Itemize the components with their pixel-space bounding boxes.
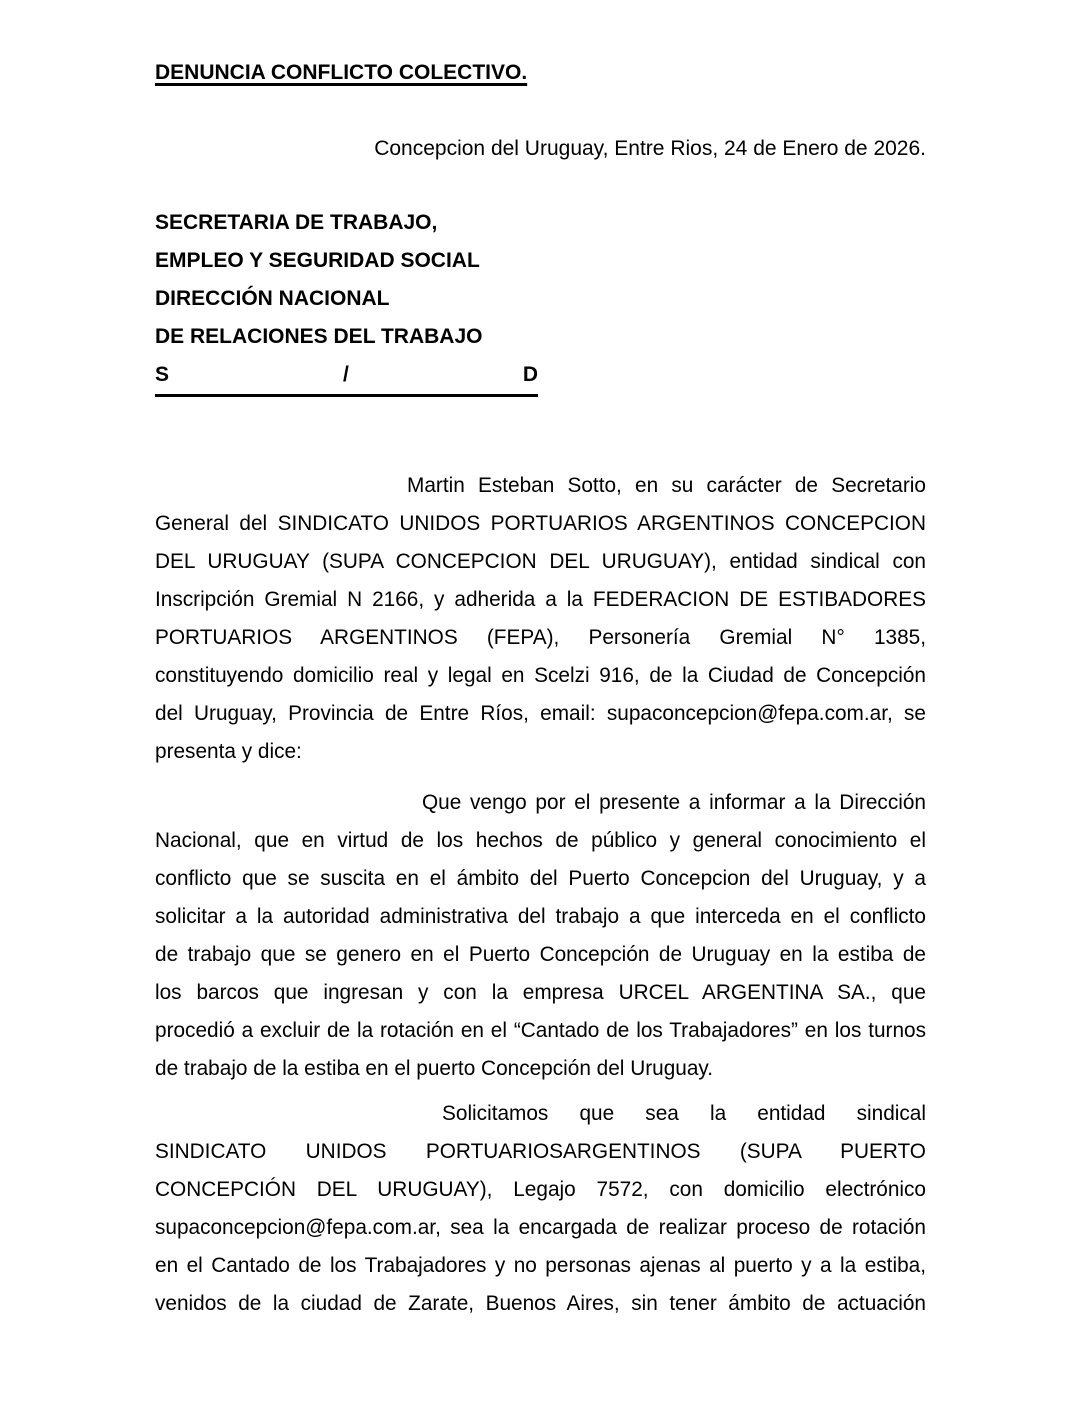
paragraph-line: DEL URUGUAY (SUPA CONCEPCION DEL URUGUAY), entidad sindical con (155, 550, 926, 573)
paragraph-line: Inscripción Gremial N 2166, y adherida a la FEDERACION DE ESTIBADORES (155, 588, 926, 611)
paragraph-line: constituyendo domicilio real y legal en Scelzi 916, de la Ciudad de Concepción (155, 664, 926, 687)
paragraph-conflict-report (155, 784, 926, 1088)
paragraph-line: los barcos que ingresan y con la empresa URCEL ARGENTINA SA., que (155, 981, 926, 1004)
paragraph-line: presenta y dice: (155, 740, 302, 763)
paragraph-line: de trabajo que se genero en el Puerto Concepción de Uruguay en la estiba de (155, 943, 926, 966)
recipient-line: DIRECCIÓN NACIONAL (155, 287, 390, 310)
salutation-separator: / (343, 363, 349, 386)
paragraph-line: supaconcepcion@fepa.com.ar, sea la encargada de realizar proceso de rotación (155, 1216, 926, 1239)
paragraph-line: CONCEPCIÓN DEL URUGUAY), Legajo 7572, con domicilio electrónico (155, 1178, 926, 1201)
paragraph-line: Nacional, que en virtud de los hechos de público y general conocimiento el (155, 829, 926, 852)
paragraph-line: procedió a excluir de la rotación en el “Cantado de los Trabajadores” en los turnos (155, 1019, 926, 1042)
paragraph-presentation (155, 467, 926, 771)
paragraph-line: Martin Esteban Sotto, en su carácter de Secretario (407, 474, 926, 497)
paragraph-line: en el Cantado de los Trabajadores y no personas ajenas al puerto y a la estiba, (155, 1254, 926, 1277)
paragraph-line: solicitar a la autoridad administrativa del trabajo a que interceda en el conflicto (155, 905, 926, 928)
salutation-recipient-initial: D (522, 363, 538, 386)
paragraph-request (155, 1095, 926, 1323)
paragraph-line: del Uruguay, Provincia de Entre Ríos, email: supaconcepcion@fepa.com.ar, se (155, 702, 926, 725)
recipient-line: SECRETARIA DE TRABAJO, (155, 211, 438, 234)
paragraph-line: conflicto que se suscita en el ámbito del Puerto Concepcion del Uruguay, y a (155, 867, 926, 890)
dateline: Concepcion del Uruguay, Entre Rios, 24 de Enero de 2026. (374, 137, 926, 160)
paragraph-line: SINDICATO UNIDOS PORTUARIOSARGENTINOS (SUPA PUERTO (155, 1140, 926, 1163)
paragraph-line: de trabajo de la estiba en el puerto Concepción del Uruguay. (155, 1057, 714, 1080)
paragraph-line: General del SINDICATO UNIDOS PORTUARIOS ARGENTINOS CONCEPCION (155, 512, 926, 535)
recipient-line: EMPLEO Y SEGURIDAD SOCIAL (155, 249, 480, 272)
salutation-line (155, 356, 538, 397)
recipient-line: DE RELACIONES DEL TRABAJO (155, 325, 483, 348)
paragraph-line: venidos de la ciudad de Zarate, Buenos Aires, sin tener ámbito de actuación (155, 1292, 926, 1315)
paragraph-line: PORTUARIOS ARGENTINOS (FEPA), Personería Gremial N° 1385, (155, 626, 926, 649)
document-title: DENUNCIA CONFLICTO COLECTIVO. (155, 61, 528, 84)
recipient-lines (155, 204, 926, 356)
paragraph-line: Solicitamos que sea la entidad sindical (442, 1102, 926, 1125)
paragraph-line: Que vengo por el presente a informar a la Dirección (422, 791, 926, 814)
recipient-block (155, 204, 926, 397)
salutation-sender-initial: S (155, 363, 170, 386)
body-paragraphs (155, 467, 926, 1323)
